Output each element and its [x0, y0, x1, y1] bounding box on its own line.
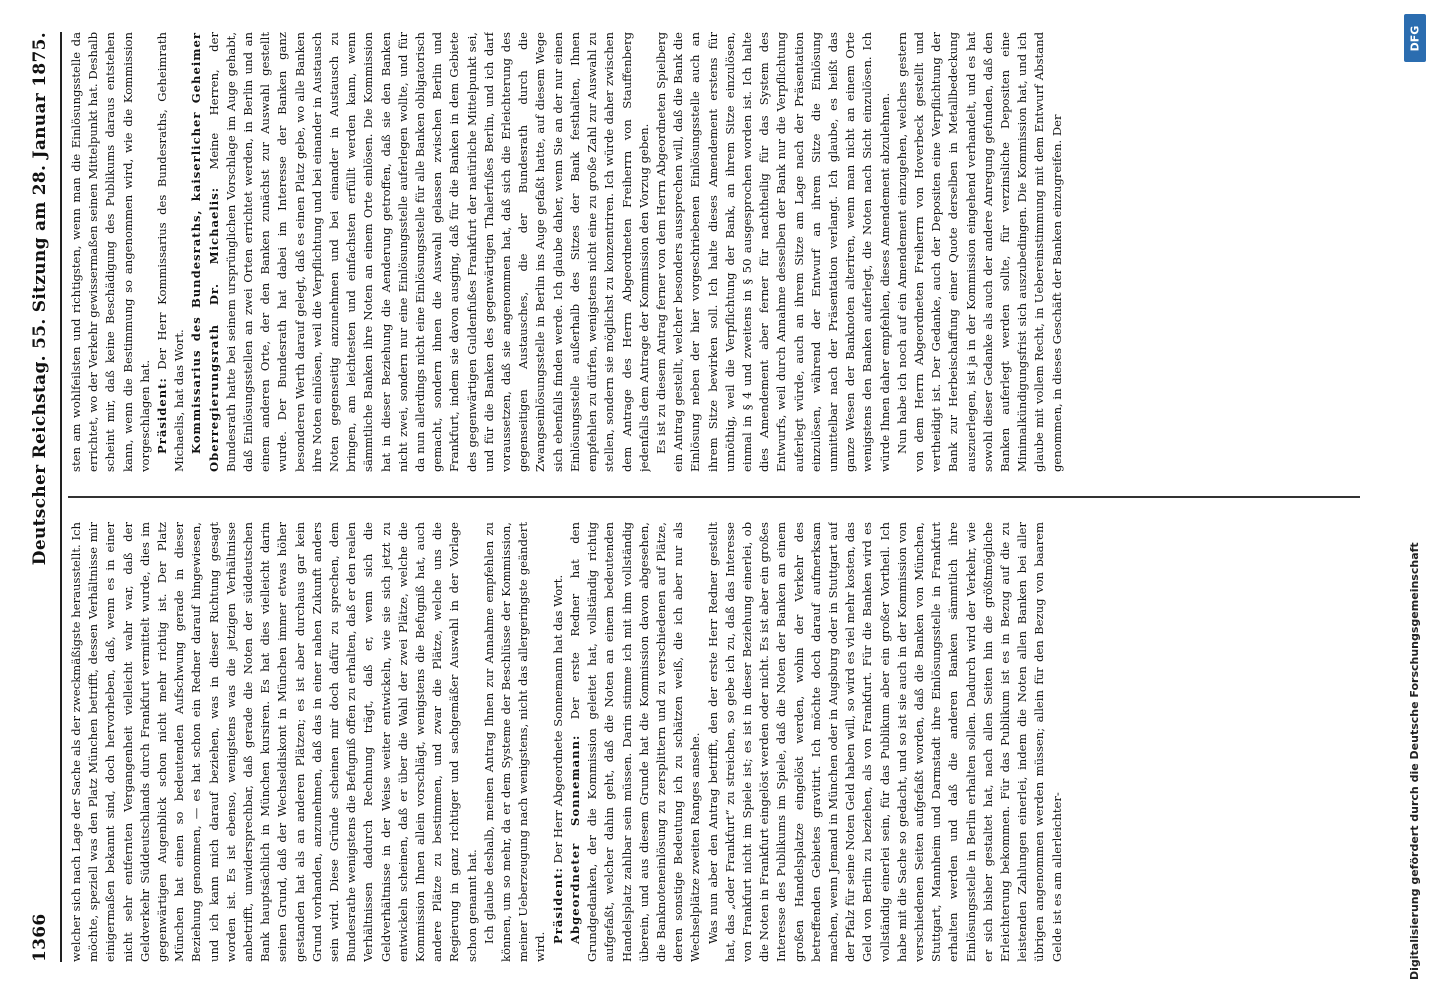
text-paragraph	[653, 32, 894, 472]
paragraph-text: Ich glaube deshalb, meinen Antrag Ihnen zur Annahme empfehlen zu können, um so mehr, da er dem Systeme der Beschlüsse der Kommission, meiner Ueberzeugung nach wenigstens, nicht das allergeringste geändert wird.	[481, 522, 548, 962]
speaker-name: Abgeordneter Sonnemann:	[567, 734, 582, 944]
right-column	[68, 32, 1360, 472]
speech-paragraph	[188, 32, 652, 472]
speech-paragraph	[154, 32, 188, 472]
text-paragraph	[68, 32, 154, 472]
running-title: Deutscher Reichstag. 55. Sitzung am 28. Januar 1875.	[30, 32, 50, 566]
paragraph-text: Meine Herren, der Bundesrath hatte bei seinem ursprünglichen Vorschlage im Auge gehabt, daß Einlösungsstellen an zwei Orten errichtet werden, in Berlin und an einem anderen Orte, der den Banken zunächst zur Auswahl gestellt wurde. Der Bundesrath hat dabei im Interesse der Banken ganz besonderen Werth darauf gelegt, daß es einen Platz gebe, wo alle Banken ihre Noten einlösen, weil die Verpflichtung und bei einander in Austausch Noten gegenseitig anzunehmen und bei einander in Austausch zu bringen, am leichtesten und einfachsten erfüllt werden kann, wenn sämmtliche Banken ihre Noten an einem Orte einlösen. Die Kommission hat in dieser Beziehung die Aenderung getroffen, daß sie den Banken nicht zwei, sondern nur eine Einlösungsstelle auferlegen wollte, und für da nun allerdings nicht eine Einlösungsstelle für alle Banken obligatorisch gemacht, sondern ihnen die Auswahl gelassen zwischen Berlin und Frankfurt, indem sie davon ausging, daß für die Banken in dem Gebiete des gegenwärtigen Guldenfußes Frankfurt der natürliche Mittelpunkt sei, und für die Banken des gegenwärtigen Thalerfußes Berlin, und ich darf voraussetzen, daß sie angenommen hat, daß sich die Erleichterung des gegenseitigen Austausches, die der Bundesrath durch die Zwangseinlösungsstelle in Berlin ins Auge gefaßt hatte, auf diesem Wege sich ebenfalls finden werde. Ich glaube daher, wenn Sie an der nur einen Einlösungsstelle außerhalb des Sitzes der Bank festhalten, Ihnen empfehlen zu dürfen, wenigstens nicht eine zu große Zahl zur Auswahl zu stellen, sondern sie möglichst zu konzentriren. Ich würde daher zwischen dem Antrage des Herrn Abgeordneten Freiherrn von Stauffenberg jedenfalls dem Antrage der Kommission den Vorzug geben.	[206, 32, 651, 472]
speaker-name: Präsident:	[155, 377, 170, 454]
paragraph-text: Der Herr Kommissarius des Bundesraths, Geheimrath Michaelis, hat das Wort.	[155, 32, 187, 472]
text-paragraph	[894, 32, 1066, 472]
digitization-note: Digitalisierung gefördert durch die Deutsche Forschungsgemeinschaft	[1408, 542, 1421, 980]
speech-paragraph	[567, 522, 705, 962]
speech-paragraph	[550, 522, 567, 962]
text-paragraph	[481, 522, 550, 962]
paragraph-text: sten am wohlfeilsten und richtigsten, wenn man die Einlösungsstelle da errichtet, wo der Verkehr gewissermaßen seinen Mittelpunkt hat. Deshalb scheint mir, daß keine Beschädigung des Publikums daraus entstehen kann, wenn die Bestimmung so angenommen wird, wie die Kommission vorgeschlagen hat.	[69, 32, 152, 472]
text-paragraph	[68, 522, 481, 962]
paragraph-text: Nun habe ich noch auf ein Amendement einzugehen, welches gestern von dem Herrn Abgeordneten Freiherrn von Hoverbeck gestellt und vertheidigt ist. Der Gedanke, auch der Depositen eine Verpflichtung der Bank zur Herbeischaffung einer Quote derselben in Metallbedeckung auszuerlegen, ist ja in der Kommission eingehend verhandelt, und es hat sowohl dieser Gedanke als auch der andere Anregung gefunden, daß den Banken auferlegt werden sollte, für verzinsliche Depositen eine Minimalkündigungsfrist sich auszubedingen. Die Kommission hat, und ich glaube mit vollem Recht, in Uebereinstimmung mit dem Entwurf Abstand genommen, in dieses Geschäft der Banken einzugreifen. Der	[894, 32, 1064, 472]
speaker-name: Kommissarius des Bundesraths, kaiserlicher Geheimer Oberregierungsrath Dr. Michaelis:	[189, 32, 221, 472]
paragraph-text: Der erste Redner hat den Grundgedanken, der die Kommission geleitet hat, vollständig richtig aufgefaßt, welcher dahin geht, daß die Noten an einem bedeutenden Handelsplatz zahlbar sein müssen. Darin stimme ich mit ihm vollständig überein, und aus diesem Grunde hat die Kommission davon abgesehen, die Banknoteneinlösung zu zersplittern und zu verschiedenen auf Plätze, deren sonstige Bedeutung ich zu schätzen weiß, die ich aber nur als Wechselplätze zweiten Ranges ansehe.	[567, 522, 703, 962]
page-number: 1366	[30, 913, 50, 962]
dfg-logo	[1404, 14, 1426, 62]
paragraph-text: Der Herr Abgeordnete Sonnemann hat das Wort.	[550, 574, 565, 864]
speaker-name: Präsident:	[550, 867, 565, 944]
left-column	[68, 522, 1360, 962]
paragraph-text: Es ist zu diesem Antrag ferner von dem Herrn Abgeordneten Spielberg ein Antrag gestellt, welcher besonders aussprechen will, daß die Bank die Einlösung neben der hier vorgeschriebenen Einlösungsstelle auch an ihrem Sitze bewirken soll. Ich halte dieses Amendement erstens für unnöthig, weil die Verpflichtung der Bank, an ihrem Sitze einzulösen, einmal in § 4 und zweitens in § 50 ausgesprochen worden ist. Ich halte dies Amendement aber ferner für nachtheilig für das System des Entwurfs, weil durch Annahme desselben der Bank nur die Verpflichtung auferlegt würde, auch an ihrem Sitze am Lage nach der Präsentation einzulösen, während der Entwurf an ihrem Sitze die Einlösung unmittelbar nach der Präsentation verlangt. Ich glaube, es heißt das ganze Wesen der Banknoten alteriren, wenn man nicht an einem Orte wenigstens den Banken auferlegt, die Noten nach Sicht einzulösen. Ich würde Ihnen daher empfehlen, dieses Amendement abzulehnen.	[653, 32, 892, 472]
text-paragraph	[705, 522, 1066, 962]
column-divider	[68, 497, 1360, 499]
header-rule	[60, 32, 62, 962]
page-header	[30, 32, 56, 962]
paragraph-text: Was nun aber den Antrag betrifft, den der erste Herr Redner gestellt hat, das „oder Frankfurt“ zu streichen, so gebe ich zu, daß das Interesse von Frankfurt nicht im Spiele ist; es ist in dieser Beziehung einerlei, ob die Noten in Frankfurt eingelöst werden oder nicht. Es ist aber ein großes Interesse des Publikums im Spiele, daß die Noten der Banken an einem großen Handelsplatze eingelöst werden, wohin der Verkehr des betreffenden Gebietes gravitirt. Ich möchte doch darauf aufmerksam machen, wenn Jemand in München oder in Augsburg oder in Stuttgart auf der Pfalz für seine Noten Geld haben will, so wird es viel mehr kosten, das Geld von Berlin zu beziehen, als von Frankfurt. Für die Banken wird es vollständig einerlei sein, für das Publikum aber ein großer Vortheil. Ich habe mit die Sache so gedacht, und so ist sie auch in der Kommission von verschiedenen Seiten aufgefaßt worden, daß die Banken von München, Stuttgart, Mannheim und Darmstadt ihre Einlösungsstelle in Frankfurt erhalten werden und daß die anderen Banken sämmtlich ihre Einlösungsstelle in Berlin erhalten sollen. Dadurch wird der Verkehr, wie er sich bisher gestaltet hat, nach allen Seiten hin die größtmögliche Erleichterung bekommen. Für das Publikum ist es in Bezug auf die zu leistenden Zahlungen einerlei, indem die Noten allen Banken bei aller übrigen angenommen werden müssen; allein für den Bezug von baarem Gelde ist es am allerleichter-	[705, 522, 1064, 962]
paragraph-text: welcher sich nach Lage der Sache als der zweckmäßigste herausstellt. Ich möchte, speziell was den Platz München betrifft, dessen Verhältnisse mir einigermaßen bekannt sind, doch hervorheben, daß, wenn es in einer nicht sehr entfernten Vergangenheit vielleicht wahr war, daß der Geldverkehr Süddeutschlands durch Frankfurt vermittelt wurde, dies im gegenwärtigen Augenblick schon nicht mehr richtig ist. Der Platz München hat einen so bedeutenden Aufschwung gerade in dieser Beziehung genommen, — es hat schon ein Redner darauf hingewiesen, und ich kann mich darauf beziehen, was in dieser Richtung gesagt worden ist. Es ist ebenso, wenigstens was die jetzigen Verhältnisse anbetrifft, unwidersprechbar, daß gerade die Noten der süddeutschen Bank hauptsächlich in München kursiren. Es hat dies vielleicht darin seinen Grund, daß der Wechseldiskont in München immer etwas höher gestanden hat als an anderen Plätzen; es ist aber durchaus gar kein Grund vorhanden, anzunehmen, daß das in einer nahen Zukunft anders sein wird. Diese Gründe scheinen mir doch dafür zu sprechen, dem Bundesrathe wenigstens die Befugniß offen zu erhalten, daß er den realen Verhältnissen dadurch Rechnung trägt, daß er, wenn sich die Geldverhältnisse in der Weise weiter entwickeln, wie sie sich jetzt zu entwickeln scheinen, daß er über die Wahl der zwei Plätze, welche die Kommission Ihnen allein vorschlägt, wenigstens die Befugniß hat, auch andere Plätze zu bestimmen, und zwar die Plätze, welche uns die Regierung in ganz richtiger und sachgemäßer Auswahl in der Vorlage schon genannt hat.	[69, 522, 479, 962]
dfg-logo-text: DFG	[1408, 25, 1422, 51]
